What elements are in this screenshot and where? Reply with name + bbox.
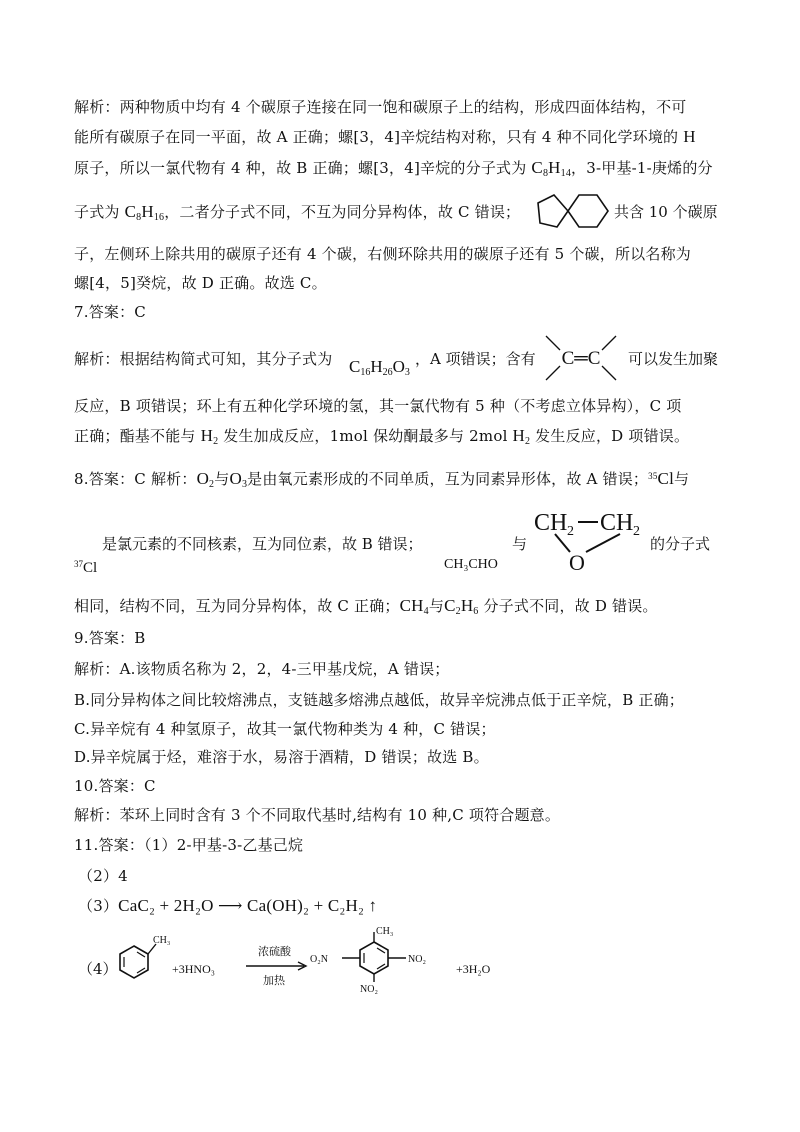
tnt-structure <box>308 924 450 996</box>
q9-c: C.异辛烷有 4 种氢原子，故其一氯代物种类为 4 种，C 错误； <box>74 720 496 738</box>
tnt-no2-right: NO₂ <box>408 954 426 965</box>
toluene-structure <box>112 928 172 990</box>
q9-d: D.异辛烷属于烃，难溶于水，易溶于酒精，D 错误；故选 B。 <box>74 748 489 766</box>
formula-h2: $H_2$ <box>200 426 219 447</box>
equation-acetylene: CaC₂ + 2H₂O ⟶ Ca(OH)₂ + C₂H₂ ↑ <box>118 896 378 915</box>
q11-part-2: （2）4 <box>78 867 128 885</box>
q10-analysis: 解析：苯环上同时含有 3 个不同取代基时,结构有 10 种,C 项符合题意。 <box>74 806 561 824</box>
q6-line-2: 能所有碳原子在同一平面，故 A 正确；螺[3，4]辛烷结构对称，只有 4 种不同化学环境的 H <box>74 127 696 146</box>
q6-line-3: 原子，所以一氯代物有 4 种，故 B 正确；螺[3，4]辛烷的分子式为 $C_8H_{14}$，3-甲基-1-庚烯的分 <box>74 158 713 179</box>
condition-heat: 加热 <box>263 975 285 987</box>
q9-b: B.同分异构体之间比较熔沸点，支链越多熔沸点越低，故异辛烷沸点低于正辛烷，B 正确； <box>74 691 684 709</box>
spiro-decane-structure <box>532 187 612 235</box>
product-water: +3H₂O <box>456 962 491 976</box>
svg-text:O: O <box>569 550 585 572</box>
svg-text:2: 2 <box>633 524 640 539</box>
q8-line-2-mid: 与 <box>512 535 528 553</box>
q8-line-2: 是氯元素的不同核素，互为同位素，故 B 错误； <box>102 535 423 553</box>
formula-ch4: $CH_4$ <box>399 596 429 617</box>
alkene-structure <box>543 332 619 384</box>
q7-answer: 7.答案：C <box>74 303 146 321</box>
formula-c8h14: $C_8H_{14}$ <box>531 158 572 179</box>
q7-line-1: 解析：根据结构简式可知，其分子式为 <box>74 350 333 368</box>
q10-answer: 10.答案：C <box>74 777 156 795</box>
isotope-cl37: $^{37}$Cl <box>74 559 98 576</box>
q8-line-3: 相同，结构不同，互为同分异构体，故 C 正确；$CH_4$与$C_2H_6$ 分子式不同，故 D 错误。 <box>74 596 658 617</box>
q9-answer: 9.答案：B <box>74 629 146 647</box>
reactant-hno3: +3HNO₃ <box>172 962 215 976</box>
alkene-label: C═C <box>561 348 601 369</box>
formula-o3: $O_3$ <box>229 469 248 490</box>
formula-c16h26o3: $C_{16}H_{26}O_3$ <box>349 357 410 378</box>
q11-part-4-label: （4） <box>78 960 118 978</box>
formula-ch3cho: CH₃CHO <box>444 557 498 572</box>
svg-text:2: 2 <box>567 524 574 539</box>
q6-line-4-tail: 共含 10 个碳原 <box>614 203 718 221</box>
q8-line-1: 8.答案：C 解析：$O_2$与$O_3$是由氧元素形成的不同单质，互为同素异形体，故 A 错误；$^{35}$Cl与 <box>74 469 690 490</box>
formula-h2-b: $H_2$ <box>512 426 531 447</box>
formula-c8h16: $C_8H_{16}$ <box>124 202 165 223</box>
tnt-no2-bottom: NO₂ <box>360 984 378 995</box>
q6-line-1: 解析：两种物质中均有 4 个碳原子连接在同一饱和碳原子上的结构，形成四面体结构，不可 <box>74 98 687 116</box>
q7-line-2: 反应，B 项错误；环上有五种化学环境的氢，其一氯代物有 5 种（不考虑立体异构），C 项 <box>74 397 682 415</box>
ethylene-oxide-structure <box>528 504 648 572</box>
q7-line-3: 正确；酯基不能与 $H_2$ 发生加成反应，1mol 保幼酮最多与 2mol $H_2$ 发生反应，D 项错误。 <box>74 426 690 447</box>
svg-text:CH: CH <box>534 510 568 536</box>
q7-line-1-tail: 可以发生加聚 <box>628 350 719 368</box>
tnt-ch3: CH₃ <box>376 926 394 937</box>
tnt-no2-left: O₂N <box>310 954 328 965</box>
q9-a: 解析：A.该物质名称为 2，2，4-三甲基戊烷，A 错误； <box>74 660 450 678</box>
q11-answer: 11.答案：（1）2-甲基-3-乙基己烷 <box>74 836 304 854</box>
q11-part-3: （3）CaC₂ + 2H₂O ⟶ Ca(OH)₂ + C₂H₂ ↑ <box>78 896 378 915</box>
q7-line-1-mid: ，A 项错误；含有 <box>415 350 536 368</box>
q6-line-4: 子式为 $C_8H_{16}$，二者分子式不同，不互为同分异构体，故 C 错误； <box>74 202 521 223</box>
svg-text:CH: CH <box>600 510 634 536</box>
isotope-cl35: $^{35}$Cl <box>648 469 674 488</box>
formula-o2: $O_2$ <box>196 469 215 490</box>
q6-line-6: 螺[4，5]癸烷，故 D 正确。故选 C。 <box>74 274 327 292</box>
q6-line-5: 子，左侧环上除共用的碳原子还有 4 个碳，右侧环除共用的碳原子还有 5 个碳，所以名称为 <box>74 245 691 263</box>
q8-line-2-tail: 的分子式 <box>650 535 711 553</box>
toluene-ch3: CH₃ <box>153 935 171 946</box>
condition-acid: 浓硫酸 <box>258 946 291 958</box>
formula-c2h6: $C_2H_6$ <box>444 596 479 617</box>
reaction-arrow <box>244 960 310 972</box>
